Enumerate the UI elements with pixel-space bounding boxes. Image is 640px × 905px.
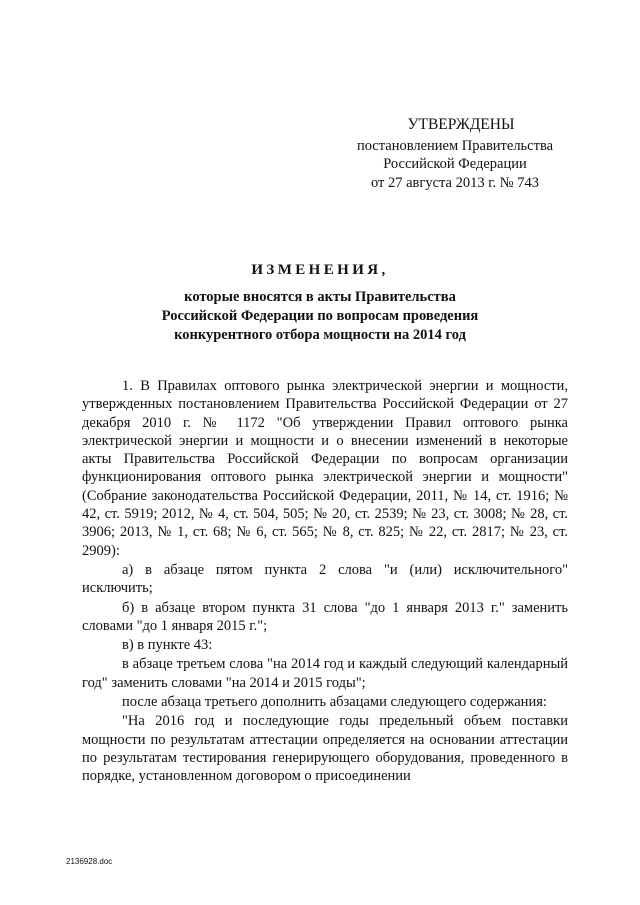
paragraph-4: в) в пункте 43: (122, 637, 213, 654)
paragraph-7: "На 2016 год и последующие годы предельный объем поставки мощности по результатам аттестации определяется на основании аттестации по результатам тестирования генерирующего оборудования, проведенного в порядке, установленном договором о присоединении (82, 713, 568, 785)
approval-line-1: постановлением Правительства (356, 137, 554, 154)
approval-block (350, 116, 560, 192)
paragraph-5: в абзаце третьем слова "на 2014 год и каждый следующий календарный год" заменить словами "на 2014 и 2015 годы"; (82, 656, 568, 691)
approval-line-2: Российской Федерации (383, 156, 527, 172)
subtitle-line-3: конкурентного отбора мощности на 2014 год (174, 327, 466, 343)
subtitle-line-1: которые вносятся в акты Правительства (184, 289, 456, 305)
file-name-footer: 2136928.doc (66, 857, 113, 866)
document-subtitle (100, 288, 540, 345)
paragraph-2: а) в абзаце пятом пункта 2 слова "и (или) исключительного" исключить; (82, 561, 568, 597)
paragraph-3: б) в абзаце втором пункта 31 слова "до 1 января 2013 г." заменить словами "до 1 января 2015 г."; (82, 599, 568, 634)
paragraph-6: после абзаца третьего дополнить абзацами следующего содержания: (122, 694, 547, 711)
document-body (82, 377, 568, 787)
paragraph-1: 1. В Правилах оптового рынка электрической энергии и мощности, утвержденных постановлением Правительства Российской Федерации от 27 декабря 2010 г. № 1172 "Об утверждении Правил оптового рынка электрической энергии и мощности и о внесении изменений в некоторые акты Правительства Российской Федерации по вопросам организации функционирования оптового рынка электрической энергии и мощности" (Собрание законодательства Российской Федерации, 2011, № 14, ст. 1916; № 42, ст. 5919; 2012, № 4, ст. 504, 505; № 20, ст. 2539; № 23, ст. 3008; № 28, ст. 3906; 2013, № 1, ст. 68; № 6, ст. 565; № 8, ст. 825; № 22, ст. 2817; № 23, ст. 2909): (82, 378, 568, 559)
document-title: ИЗМЕНЕНИЯ, (251, 262, 389, 278)
subtitle-line-2: Российской Федерации по вопросам проведения (161, 308, 479, 324)
approval-heading: УТВЕРЖДЕНЫ (407, 116, 515, 133)
approval-line-3: от 27 августа 2013 г. № 743 (370, 174, 540, 191)
